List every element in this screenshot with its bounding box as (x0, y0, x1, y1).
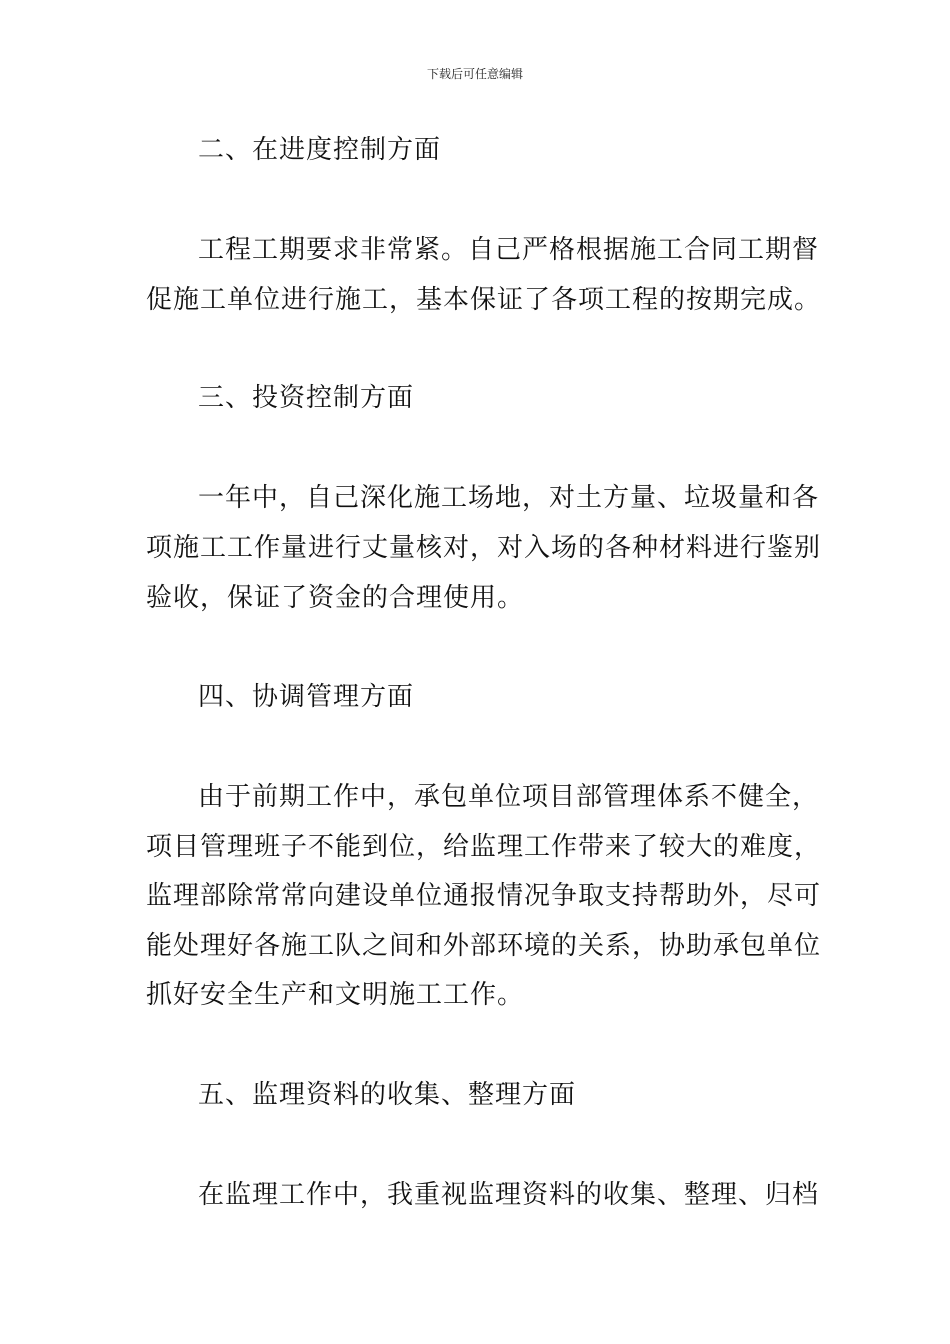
section-heading-coordination-management: 四、协调管理方面 (198, 682, 415, 712)
paragraph-line: 项施工工作量进行丈量核对，对入场的各种材料进行鉴别 (146, 533, 822, 563)
paragraph-line: 监理部除常常向建设单位通报情况争取支持帮助外，尽可 (146, 881, 822, 911)
paragraph-line: 能处理好各施工队之间和外部环境的关系，协助承包单位 (146, 931, 822, 961)
paragraph-line: 验收，保证了资金的合理使用。 (146, 583, 525, 613)
section-heading-investment-control: 三、投资控制方面 (198, 383, 415, 413)
paragraph-line: 项目管理班子不能到位，给监理工作带来了较大的难度， (146, 832, 822, 862)
paragraph-line: 在监理工作中，我重视监理资料的收集、整理、归档 (198, 1180, 820, 1210)
page-header-note: 下载后可任意编辑 (426, 67, 523, 81)
section-heading-document-management: 五、监理资料的收集、整理方面 (198, 1080, 577, 1110)
paragraph-line: 由于前期工作中，承包单位项目部管理体系不健全， (198, 782, 820, 812)
paragraph-line: 抓好安全生产和文明施工工作。 (146, 980, 525, 1010)
section-heading-schedule-control: 二、在进度控制方面 (198, 135, 442, 165)
paragraph-line: 工程工期要求非常紧。自己严格根据施工合同工期督 (198, 235, 820, 265)
paragraph-line: 一年中，自己深化施工场地，对土方量、垃圾量和各 (198, 483, 820, 513)
paragraph-line: 促施工单位进行施工，基本保证了各项工程的按期完成。 (146, 285, 822, 315)
